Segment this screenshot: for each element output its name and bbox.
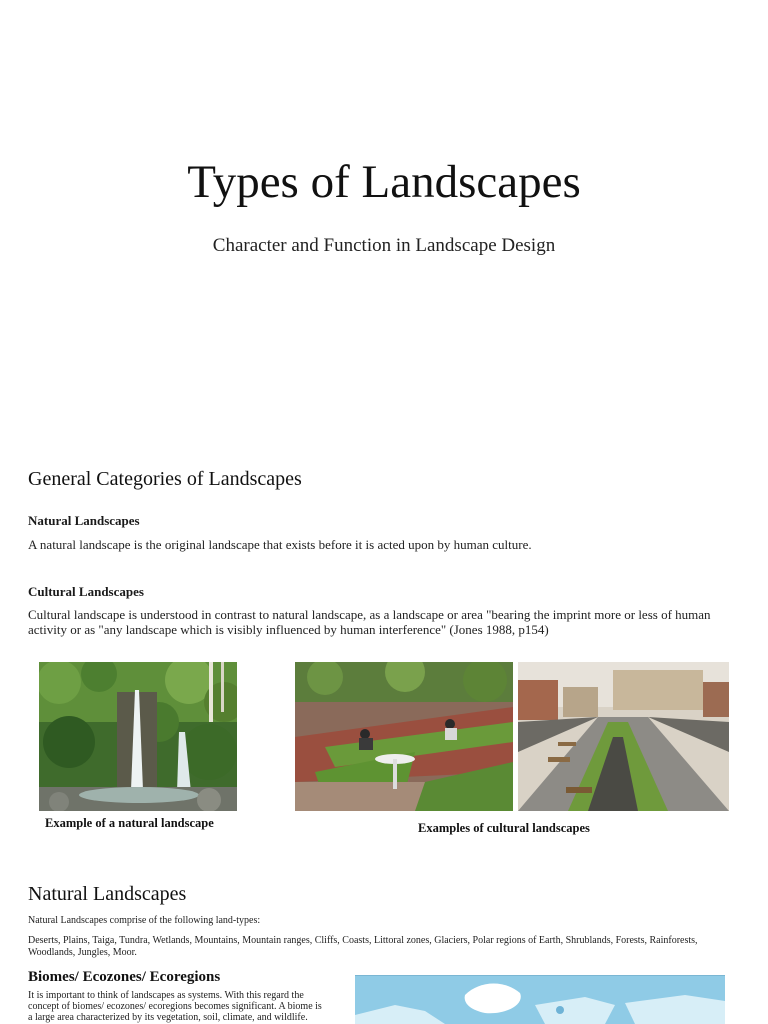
biomes-text-line2: concept of biomes/ ecozones/ ecoregions becomes significant. A biome is [28,1001,322,1012]
land-types-list-line2: Woodlands, Jungles, Moor. [28,947,137,958]
natural-landscapes-subheading: Natural Landscapes [28,513,140,528]
page-title: Types of Landscapes [187,156,581,208]
natural-landscapes-intro: Natural Landscapes comprise of the following land-types: [28,915,261,926]
elevated-park-photo [518,662,729,811]
cultural-landscape-definition-line1: Cultural landscape is understood in contrast to natural landscape, as a landscape or area "bearing the imprint more or less of human [28,607,711,622]
page-subtitle: Character and Function in Landscape Design [212,235,556,256]
waterfall-photo [39,662,237,811]
natural-landscape-definition: A natural landscape is the original landscape that exists before it is acted upon by human culture. [28,537,532,552]
cultural-landscape-definition-line2: activity or as "any landscape which is visibly influenced by human interference" (Jones 1988, p154) [28,622,549,637]
cultural-landscapes-subheading: Cultural Landscapes [28,584,144,599]
biomes-heading: Biomes/ Ecozones/ Ecoregions [28,969,221,985]
biomes-text-line1: It is important to think of landscapes as systems. With this regard the [28,990,304,1001]
land-types-list-line1: Deserts, Plains, Taiga, Tundra, Wetlands, Mountains, Mountain ranges, Cliffs, Coasts, Littoral zones, Glaciers, Polar regions of Earth, Shrublands, Forests, Rainforests, [28,935,698,946]
cultural-landscapes-caption: Examples of cultural landscapes [418,821,590,835]
biome-world-map [355,975,725,1024]
natural-landscapes-heading: Natural Landscapes [28,883,187,905]
biomes-text-line3: a large area characterized by its vegetation, soil, climate, and wildlife. [28,1012,308,1023]
general-categories-heading: General Categories of Landscapes [28,468,302,490]
rooftop-park-photo [295,662,513,811]
natural-landscape-caption: Example of a natural landscape [45,816,214,830]
